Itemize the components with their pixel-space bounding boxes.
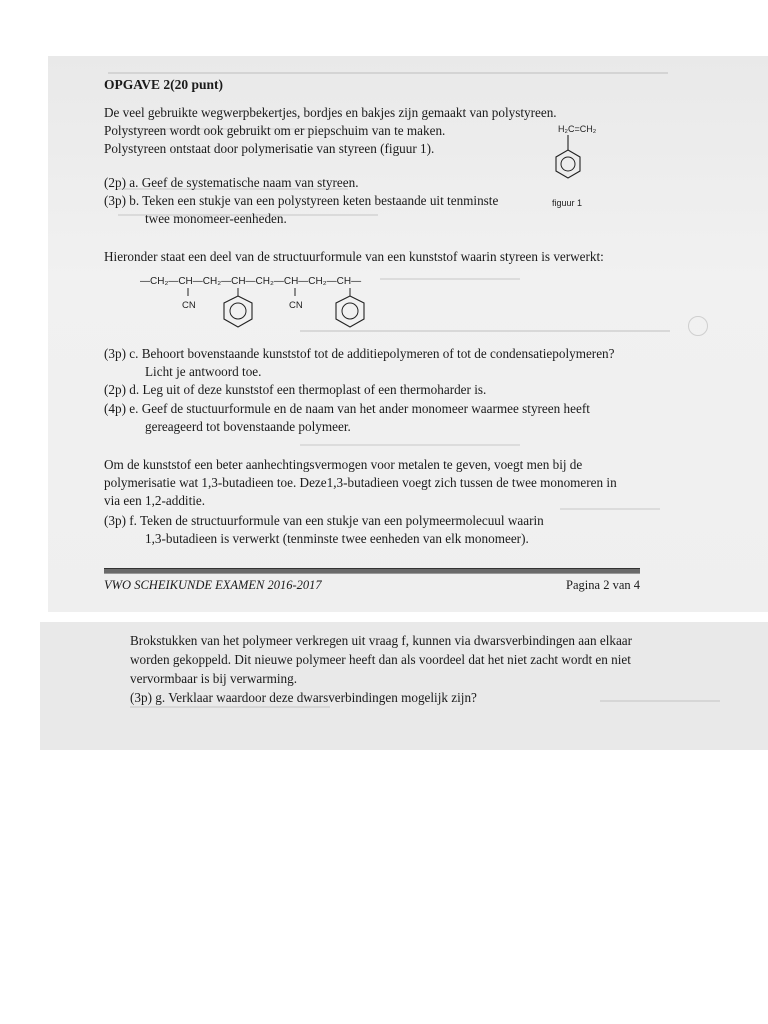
- page-footer: [104, 578, 640, 593]
- benzene-ring-2: [336, 296, 364, 327]
- question-e: (4p) e. Geef de stuctuurformule en de naam van het ander monomeer waarmee styreen heeft: [104, 401, 590, 416]
- question-f-cont: 1,3-butadieen is verwerkt (tenminste twee eenheden van elk monomeer).: [145, 531, 529, 546]
- part2-line-3: vervormbaar is bij verwarming.: [130, 671, 297, 686]
- footer-page-number: Pagina 2 van 4: [566, 578, 640, 592]
- benzene-ring-1: [224, 296, 252, 327]
- exercise-title: OPGAVE 2(20 punt): [104, 77, 224, 92]
- question-b-cont: twee monomeer-eenheden.: [145, 211, 287, 226]
- butadiene-line-3: via een 1,2-additie.: [104, 493, 206, 508]
- question-g: (3p) g. Verklaar waardoor deze dwarsverbindingen mogelijk zijn?: [130, 690, 477, 705]
- figure-caption: figuur 1: [552, 198, 583, 208]
- butadiene-line-2: polymerisatie wat 1,3-butadieen toe. Deze1,3-butadieen voegt zich tussen de twee monomeren in: [104, 475, 617, 490]
- question-c: (3p) c. Behoort bovenstaande kunststof tot de additiepolymeren of tot de condensatiepolymeren?: [104, 346, 615, 361]
- question-b: (3p) b. Teken een stukje van een polystyreen keten bestaande uit tenminste: [104, 193, 499, 208]
- question-a: (2p) a. Geef de systematische naam van styreen.: [104, 175, 359, 190]
- polymer-chain-text: —CH₂—CH—CH₂—CH—CH₂—CH—CH₂—CH—: [140, 276, 362, 287]
- question-d: (2p) d. Leg uit of deze kunststof een thermoplast of een thermoharder is.: [104, 382, 487, 397]
- question-e-cont: gereageerd tot bovenstaande polymeer.: [145, 419, 351, 434]
- part2-line-1: Brokstukken van het polymeer verkregen uit vraag f, kunnen via dwarsverbindingen aan elkaar: [130, 633, 633, 648]
- cn-group-1: CN: [182, 300, 196, 311]
- polymer-intro: Hieronder staat een deel van de structuurformule van een kunststof waarin styreen is verwerkt:: [104, 249, 604, 264]
- butadiene-line-1: Om de kunststof een beter aanhechtingsvermogen voor metalen te geven, voegt men bij de: [104, 457, 583, 472]
- polymer-structure: [140, 270, 400, 342]
- styrene-structure-figure: [540, 120, 620, 214]
- part2-line-2: worden gekoppeld. Dit nieuwe polymeer heeft dan als voordeel dat het niet zacht wordt en niet: [130, 652, 631, 667]
- intro-line-2: Polystyreen wordt ook gebruikt om er piepschuim van te maken.: [104, 123, 446, 138]
- cn-group-2: CN: [289, 300, 303, 311]
- footer-exam-title: VWO SCHEIKUNDE EXAMEN 2016-2017: [104, 578, 322, 592]
- question-c-cont: Licht je antwoord toe.: [145, 364, 262, 379]
- footer-rule: [104, 568, 640, 574]
- question-f: (3p) f. Teken de structuurformule van een stukje van een polymeermolecuul waarin: [104, 513, 544, 528]
- intro-line-1: De veel gebruikte wegwerpbekertjes, bordjes en bakjes zijn gemaakt van polystyreen.: [104, 105, 557, 120]
- styrene-formula-label: H₂C=CH₂: [558, 124, 597, 134]
- intro-line-3: Polystyreen ontstaat door polymerisatie van styreen (figuur 1).: [104, 141, 435, 156]
